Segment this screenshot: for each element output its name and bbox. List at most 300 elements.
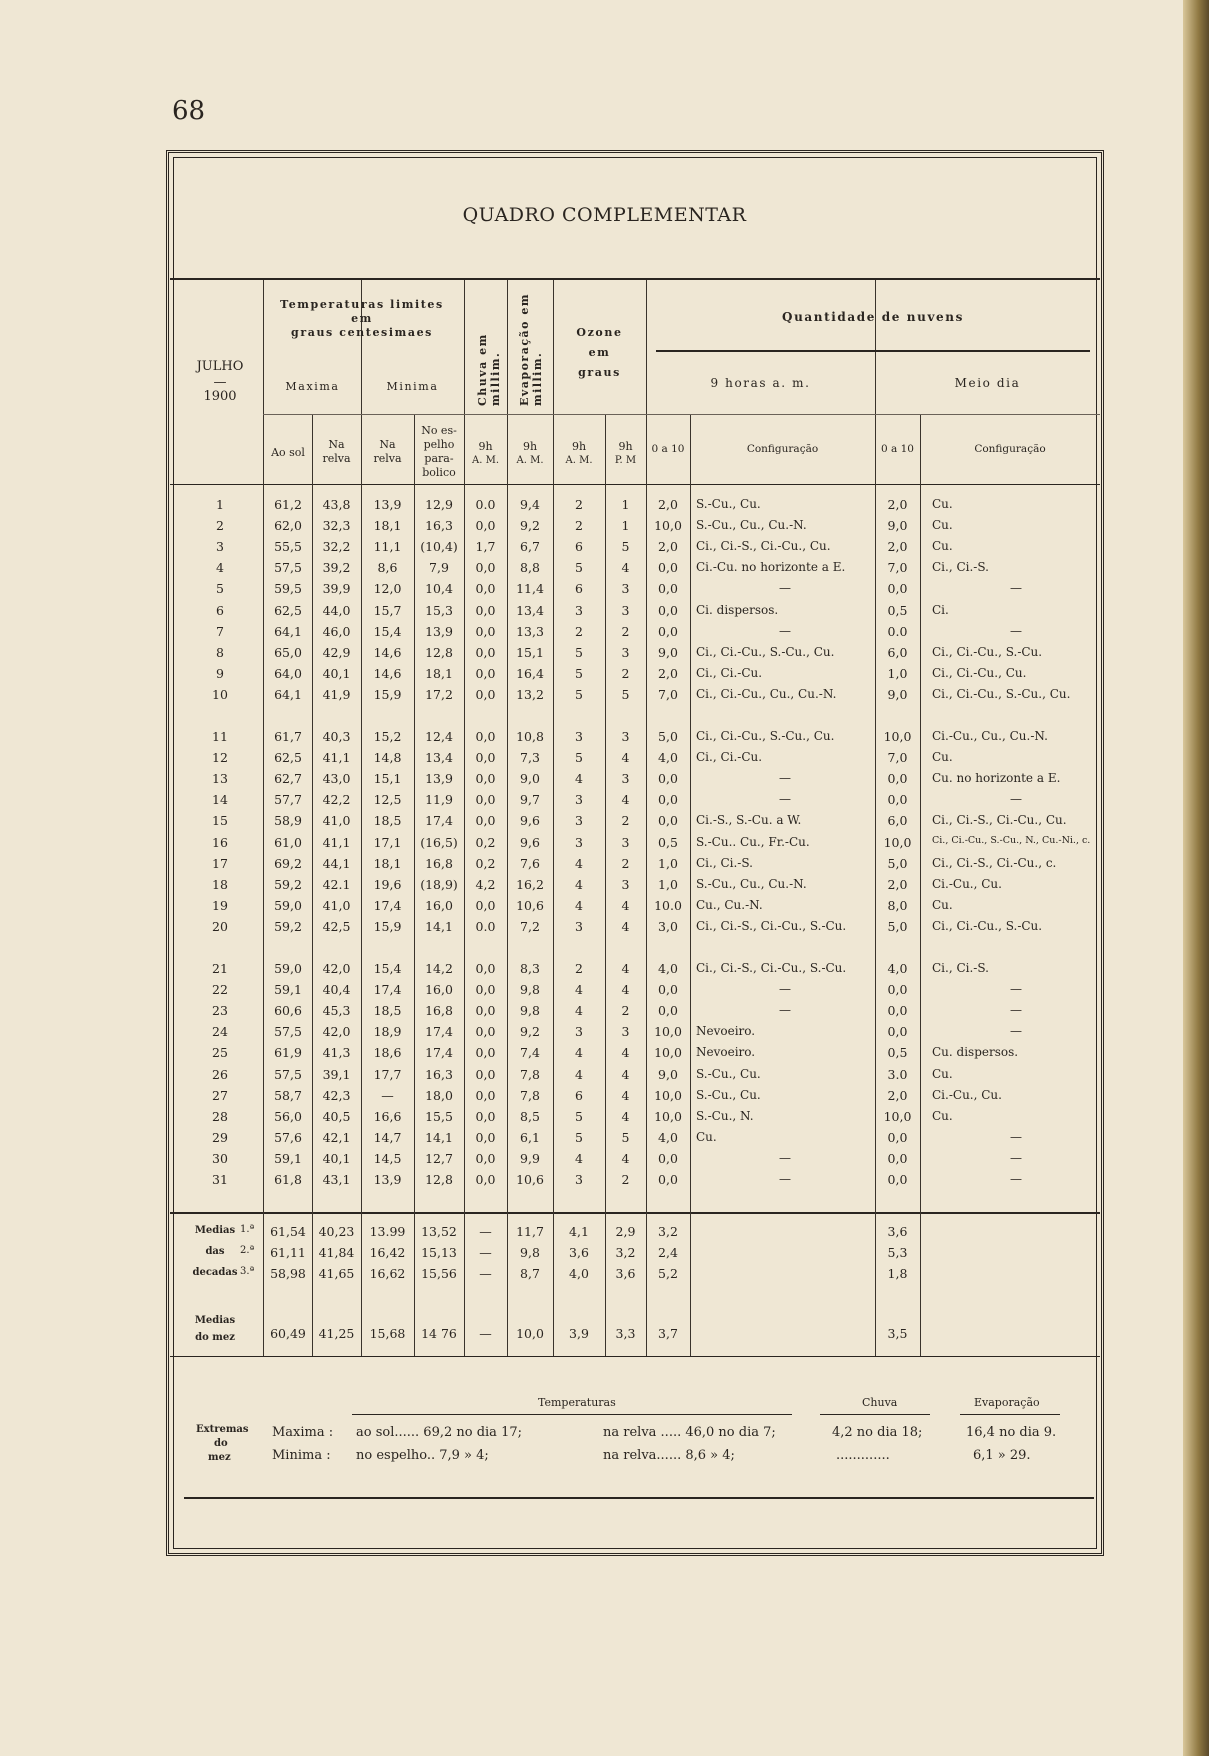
- table-cell: 2: [216, 518, 224, 534]
- extremes-minima-label: Minima :: [272, 1448, 331, 1463]
- table-cell: 13,9: [425, 623, 453, 639]
- table-cell: 0,0: [475, 729, 496, 744]
- table-cell: S.-Cu., N.: [696, 1108, 754, 1123]
- table-cell: 58,98: [270, 1266, 306, 1281]
- table-cell: 8,6: [377, 560, 398, 576]
- extremes-maxima-label: Maxima :: [272, 1425, 334, 1440]
- table-cell: 0,0: [887, 1172, 908, 1187]
- table-cell: 40,4: [322, 982, 351, 998]
- table-cell: Ci., Ci.-S.: [696, 855, 753, 870]
- table-cell: 15,1: [373, 771, 402, 787]
- table-cell: 0,0: [475, 897, 496, 913]
- table-cell: 3: [621, 834, 630, 850]
- decade-label: Medias: [194, 1225, 236, 1236]
- table-cell: 2: [621, 623, 630, 639]
- table-cell: Ci., Ci.-S., Ci.-Cu., c.: [932, 855, 1057, 870]
- table-cell: 55,5: [274, 539, 302, 555]
- table-cell: Ci., Ci.-Cu.: [696, 750, 763, 765]
- table-cell: Ci., Ci.-Cu., S.-Cu.: [932, 644, 1043, 659]
- table-cell: 0,0: [475, 665, 496, 681]
- table-cell: 0,2: [475, 834, 496, 850]
- table-cell: 0,0: [475, 1087, 496, 1103]
- table-cell: 3: [575, 1024, 583, 1040]
- table-cell: 58,9: [274, 813, 302, 829]
- table-cell: 2,4: [658, 1245, 678, 1260]
- table-cell: 3,6: [615, 1266, 636, 1281]
- table-row: [0, 856, 1209, 877]
- table-cell: 30: [212, 1150, 228, 1166]
- table-cell: 18,1: [373, 855, 402, 871]
- table-cell: 0,0: [475, 518, 496, 534]
- meio-dia-header: Meio dia: [954, 376, 1021, 390]
- table-cell: 0,5: [658, 834, 678, 850]
- table-cell: 61,7: [274, 729, 302, 744]
- table-cell: 2,0: [887, 539, 908, 555]
- table-cell: 3: [575, 729, 583, 744]
- table-cell: 7,4: [520, 1045, 540, 1061]
- table-cell: Nevoeiro.: [696, 1045, 756, 1060]
- table-cell: 0,0: [475, 644, 496, 660]
- table-row: [0, 1088, 1209, 1109]
- chuva-header: Chuva em millim.: [476, 333, 502, 406]
- table-cell: Ci., Ci.-S., Ci.-Cu., Cu.: [932, 813, 1067, 828]
- table-cell: —: [779, 792, 791, 807]
- table-cell: 3: [216, 539, 224, 555]
- table-cell: Nevoeiro.: [696, 1024, 756, 1039]
- table-cell: 8: [216, 644, 224, 660]
- table-cell: 57,7: [274, 792, 302, 808]
- table-cell: 4,2: [475, 876, 496, 892]
- table-cell: 13,2: [516, 686, 544, 702]
- table-row: [0, 539, 1209, 560]
- table-cell: 5: [216, 581, 224, 597]
- table-row: [0, 877, 1209, 898]
- table-cell: —: [779, 1172, 791, 1186]
- table-cell: 5: [575, 686, 583, 702]
- table-row: [0, 1172, 1209, 1193]
- table-cell: 1,0: [658, 876, 678, 892]
- table-cell: 6: [575, 581, 583, 597]
- table-row: [0, 1045, 1209, 1066]
- table-cell: 4,0: [658, 750, 678, 766]
- table-cell: Ci., Ci.-Cu., Cu.: [932, 665, 1027, 680]
- table-cell: 62,7: [274, 771, 302, 787]
- table-cell: 0,0: [887, 982, 908, 998]
- table-cell: 9,0: [887, 518, 908, 534]
- table-cell: —: [479, 1245, 492, 1260]
- table-cell: 3: [575, 792, 583, 808]
- ao-sol-header: Ao sol: [271, 446, 305, 459]
- table-cell: 13,9: [373, 1172, 402, 1187]
- table-cell: 18,5: [373, 813, 402, 829]
- table-cell: 3,3: [615, 1326, 636, 1341]
- table-cell: —: [779, 1003, 791, 1018]
- table-cell: 10,0: [654, 1045, 682, 1061]
- table-cell: 42,0: [322, 1024, 351, 1040]
- table-cell: 0,0: [475, 602, 496, 618]
- table-cell: 12: [212, 750, 228, 766]
- table-cell: 13,4: [516, 602, 544, 618]
- decade-row: [0, 1224, 1209, 1245]
- table-cell: Ci., Ci.-S.: [932, 961, 989, 975]
- table-cell: 62,5: [274, 602, 302, 618]
- table-cell: 13,9: [425, 771, 453, 787]
- table-cell: 42,9: [322, 644, 351, 660]
- table-cell: 3: [621, 1024, 630, 1040]
- table-cell: 5,3: [887, 1245, 908, 1260]
- table-cell: —: [1010, 1172, 1022, 1186]
- table-cell: 13,4: [425, 750, 453, 766]
- table-cell: 13,9: [373, 497, 402, 512]
- table-row: [0, 771, 1209, 792]
- table-cell: 16,4: [516, 665, 544, 681]
- table-cell: 7,6: [520, 855, 540, 871]
- table-cell: 4: [575, 855, 583, 871]
- table-cell: 27: [212, 1087, 228, 1103]
- table-cell: 15,7: [373, 602, 402, 618]
- header-rule: [170, 484, 1100, 485]
- table-cell: 61,8: [274, 1172, 302, 1187]
- table-row: [0, 729, 1209, 750]
- table-cell: 10,0: [883, 834, 912, 850]
- table-cell: 4: [621, 750, 630, 766]
- table-cell: 22: [212, 982, 228, 998]
- table-cell: 2: [621, 665, 630, 681]
- table-cell: 19,6: [373, 876, 402, 892]
- table-cell: 0,0: [658, 560, 678, 576]
- table-cell: 6,7: [520, 539, 540, 555]
- table-cell: 0,0: [475, 1129, 496, 1145]
- table-cell: 0,0: [658, 602, 678, 618]
- table-cell: 41,65: [318, 1266, 355, 1281]
- table-cell: 40,3: [322, 729, 351, 744]
- table-cell: 24: [212, 1024, 228, 1040]
- table-cell: 5: [575, 750, 583, 766]
- table-cell: 15,3: [425, 602, 453, 618]
- table-cell: 5: [575, 665, 583, 681]
- table-cell: 10,4: [425, 581, 453, 597]
- table-cell: 0,0: [475, 560, 496, 576]
- table-cell: 13: [212, 771, 228, 787]
- table-cell: 10,0: [654, 518, 682, 534]
- table-cell: 9,6: [520, 813, 540, 829]
- table-cell: 17,4: [425, 813, 453, 829]
- table-row: [0, 560, 1209, 581]
- table-cell: 7: [216, 623, 224, 639]
- table-cell: —: [479, 1224, 492, 1239]
- table-cell: 11,7: [516, 1224, 544, 1239]
- table-cell: 1: [621, 497, 630, 512]
- table-cell: 9,8: [520, 1003, 540, 1019]
- table-cell: 5: [575, 560, 583, 576]
- table-cell: Ci., Ci.-Cu., S.-Cu., Cu.: [696, 644, 835, 659]
- table-cell: 39,9: [322, 581, 351, 597]
- table-cell: 2,0: [887, 497, 908, 512]
- table-cell: 0,0: [475, 750, 496, 766]
- table-cell: 18,5: [373, 1003, 402, 1019]
- table-cell: Ci.: [932, 602, 949, 617]
- nove-horas-header: 9 horas a. m.: [710, 376, 811, 390]
- table-cell: 0,0: [475, 813, 496, 829]
- table-cell: 39,2: [322, 560, 351, 576]
- table-cell: 17,2: [425, 686, 453, 702]
- table-cell: 0,0: [887, 1024, 908, 1040]
- table-cell: 15,9: [373, 686, 402, 702]
- table-row: [0, 603, 1209, 624]
- table-cell: 4: [621, 560, 630, 576]
- year-label: 1900: [203, 389, 237, 404]
- table-cell: 9,6: [520, 834, 540, 850]
- table-cell: 9,0: [520, 771, 540, 787]
- table-cell: 57,5: [274, 560, 302, 576]
- table-cell: Ci., Ci.-Cu., Cu., Cu.-N.: [696, 686, 837, 701]
- table-cell: 10,6: [516, 897, 544, 913]
- table-cell: 40,5: [322, 1108, 351, 1124]
- table-cell: 60,49: [270, 1326, 306, 1341]
- table-cell: 4: [621, 982, 630, 998]
- table-cell: 1: [621, 518, 630, 534]
- table-cell: 42,1: [322, 1129, 351, 1145]
- table-cell: 14,1: [425, 918, 453, 934]
- table-cell: 0,0: [475, 623, 496, 639]
- table-cell: 3,5: [887, 1326, 908, 1341]
- table-cell: 6,0: [887, 644, 908, 660]
- table-cell: Ci., Ci.-S.: [932, 560, 989, 575]
- table-cell: 15: [212, 813, 228, 829]
- table-cell: 3,6: [569, 1245, 589, 1260]
- table-cell: Ci., Ci.-Cu., S.-Cu., Cu.: [932, 686, 1071, 701]
- table-cell: 1,0: [887, 665, 908, 681]
- table-cell: 59,1: [274, 1150, 302, 1166]
- table-cell: 4: [575, 1150, 583, 1166]
- table-cell: 1,0: [658, 855, 678, 871]
- table-cell: 19: [212, 897, 228, 913]
- subheader-rule: [263, 414, 1100, 415]
- table-cell: —: [381, 1087, 394, 1103]
- table-cell: 40,23: [318, 1224, 355, 1239]
- table-cell: —: [479, 1326, 492, 1341]
- table-cell: Cu., Cu.-N.: [696, 897, 763, 912]
- table-cell: 14 76: [421, 1326, 457, 1341]
- table-cell: 8,3: [520, 961, 540, 976]
- table-row: [0, 1003, 1209, 1024]
- table-cell: 1.ª: [240, 1224, 255, 1235]
- table-cell: 0,0: [658, 623, 678, 639]
- table-cell: 4: [621, 918, 630, 934]
- table-cell: S.-Cu., Cu., Cu.-N.: [696, 518, 807, 533]
- table-cell: 17,4: [373, 982, 402, 998]
- table-row: [0, 1130, 1209, 1151]
- table-cell: S.-Cu., Cu.: [696, 497, 761, 511]
- table-cell: —: [779, 581, 791, 596]
- table-cell: 12,5: [373, 792, 402, 808]
- table-cell: 10,0: [654, 1108, 682, 1124]
- table-cell: S.-Cu.. Cu., Fr.-Cu.: [696, 834, 810, 849]
- table-cell: 41,9: [322, 686, 351, 702]
- table-cell: 0,0: [475, 771, 496, 787]
- table-cell: 16,8: [425, 855, 453, 871]
- table-cell: 2: [575, 961, 583, 976]
- table-cell: 12,4: [425, 729, 453, 744]
- table-cell: 7,3: [520, 750, 540, 766]
- table-cell: 4: [621, 1108, 630, 1124]
- table-cell: 59,1: [274, 982, 302, 998]
- table-cell: 59,0: [274, 897, 302, 913]
- extremes-label: Extremas: [196, 1424, 249, 1435]
- table-cell: 41,0: [322, 813, 351, 829]
- table-cell: 64,1: [274, 686, 302, 702]
- bottom-rule: [184, 1497, 1094, 1499]
- table-cell: 8,0: [887, 897, 908, 913]
- table-cell: 0,0: [658, 1003, 678, 1019]
- table-cell: 17,1: [373, 834, 402, 850]
- table-cell: 12,0: [373, 581, 402, 597]
- table-cell: 2: [621, 855, 630, 871]
- table-cell: —: [1010, 982, 1022, 997]
- table-cell: 4: [575, 1003, 583, 1019]
- table-cell: 0,0: [475, 1045, 496, 1061]
- table-cell: 43,1: [322, 1172, 351, 1187]
- table-cell: 3.ª: [240, 1266, 255, 1277]
- ozone-header: Ozone: [576, 326, 623, 339]
- table-cell: 0,0: [658, 771, 678, 787]
- page-number: 68: [172, 96, 206, 126]
- extremes-evaporacao-header: Evaporação: [974, 1396, 1040, 1409]
- table-cell: 3: [575, 813, 583, 829]
- table-cell: 4: [621, 961, 630, 976]
- table-cell: 4: [575, 771, 583, 787]
- table-cell: 16,3: [425, 1066, 453, 1082]
- table-cell: 20: [212, 918, 228, 934]
- table-cell: Cu.: [932, 1108, 953, 1123]
- table-cell: 0,0: [475, 1150, 496, 1166]
- table-cell: 0,0: [475, 1172, 496, 1187]
- table-row: [0, 1109, 1209, 1130]
- nuvens-header: Quantidade de nuvens: [782, 310, 964, 324]
- table-cell: 42,0: [322, 961, 351, 976]
- table-cell: 4: [575, 897, 583, 913]
- table-cell: 3: [575, 1172, 583, 1187]
- table-cell: 56,0: [274, 1108, 302, 1124]
- table-cell: 4: [575, 982, 583, 998]
- table-cell: (16,5): [420, 834, 458, 850]
- table-cell: 18,6: [373, 1045, 402, 1061]
- table-cell: 9: [216, 665, 224, 681]
- table-cell: 16,6: [373, 1108, 402, 1124]
- table-cell: Ci., Ci.-Cu., S.-Cu., Cu.: [696, 729, 835, 743]
- table-cell: —: [479, 1266, 492, 1281]
- table-cell: 0,0: [475, 1108, 496, 1124]
- table-cell: 69,2: [274, 855, 302, 871]
- table-cell: 0.0: [887, 623, 908, 639]
- table-cell: 14: [212, 792, 228, 808]
- table-cell: 17,4: [425, 1045, 453, 1061]
- table-cell: 28: [212, 1108, 228, 1124]
- table-cell: 9,9: [520, 1150, 540, 1166]
- table-cell: 59,2: [274, 918, 302, 934]
- table-cell: —: [1010, 1129, 1022, 1144]
- table-cell: 2: [621, 1172, 630, 1187]
- table-row: [0, 518, 1209, 539]
- table-cell: 10,0: [883, 1108, 912, 1124]
- table-cell: 16,0: [425, 982, 453, 998]
- table-cell: 9,2: [520, 1024, 540, 1040]
- table-cell: 5: [621, 1129, 630, 1145]
- table-cell: 41,0: [322, 897, 351, 913]
- table-cell: 2.ª: [240, 1245, 255, 1256]
- table-cell: 15,4: [373, 961, 402, 976]
- table-cell: 17,7: [373, 1066, 402, 1082]
- table-cell: 0,0: [887, 771, 908, 787]
- table-cell: 43,0: [322, 771, 351, 787]
- table-cell: 4: [621, 897, 630, 913]
- table-cell: S.-Cu., Cu.: [696, 1066, 761, 1081]
- table-row: [0, 687, 1209, 708]
- table-cell: 3: [575, 918, 583, 934]
- table-cell: 21: [212, 961, 228, 976]
- table-row: [0, 898, 1209, 919]
- table-cell: 18,1: [373, 518, 402, 534]
- table-cell: 15,4: [373, 623, 402, 639]
- table-cell: 4,0: [658, 961, 678, 976]
- table-cell: 17,4: [425, 1024, 453, 1040]
- table-cell: 16: [212, 834, 228, 850]
- table-cell: Ci.-Cu., Cu.: [932, 1087, 1002, 1102]
- table-cell: 14,6: [373, 644, 402, 660]
- table-cell: 31: [212, 1172, 228, 1187]
- table-row: [0, 982, 1209, 1003]
- table-cell: Ci., Ci.-S., Ci.-Cu., S.-Cu.: [696, 918, 847, 933]
- table-cell: 4,1: [569, 1224, 589, 1239]
- table-cell: —: [1010, 1024, 1022, 1039]
- table-cell: 10,6: [516, 1172, 544, 1187]
- table-cell: 16,3: [425, 518, 453, 534]
- table-cell: 7,0: [887, 750, 908, 766]
- table-cell: 4,0: [887, 961, 908, 976]
- table-cell: 10.0: [654, 897, 682, 913]
- table-cell: 2,0: [658, 665, 678, 681]
- table-cell: —: [1010, 1150, 1022, 1165]
- table-cell: 14,7: [373, 1129, 402, 1145]
- table-cell: 2,0: [658, 539, 678, 555]
- table-cell: 2,0: [887, 876, 908, 892]
- table-cell: 3,9: [569, 1326, 589, 1341]
- table-cell: Cu.: [932, 497, 953, 511]
- table-cell: 2: [621, 1003, 630, 1019]
- table-cell: Cu.: [932, 518, 953, 533]
- table-cell: 7,2: [520, 918, 540, 934]
- minima-header: Minima: [386, 380, 439, 393]
- table-cell: Ci.-Cu., Cu.: [932, 876, 1002, 891]
- table-cell: 57,5: [274, 1066, 302, 1082]
- table-cell: 18: [212, 876, 228, 892]
- table-cell: 7,0: [887, 560, 908, 576]
- table-cell: 3,7: [658, 1326, 678, 1341]
- table-cell: 3,2: [615, 1245, 636, 1260]
- table-cell: 58,7: [274, 1087, 302, 1103]
- table-cell: 0,0: [475, 961, 496, 976]
- table-cell: Cu.: [696, 1129, 717, 1144]
- table-cell: 3: [621, 644, 630, 660]
- table-cell: 2,0: [887, 1087, 908, 1103]
- table-cell: 6: [216, 602, 224, 618]
- table-cell: 16,0: [425, 897, 453, 913]
- table-cell: 32,2: [322, 539, 351, 555]
- evaporacao-header: Evaporação em millim.: [518, 293, 544, 406]
- table-cell: 11: [212, 729, 228, 744]
- table-cell: 46,0: [322, 623, 351, 639]
- table-cell: 0,0: [658, 982, 678, 998]
